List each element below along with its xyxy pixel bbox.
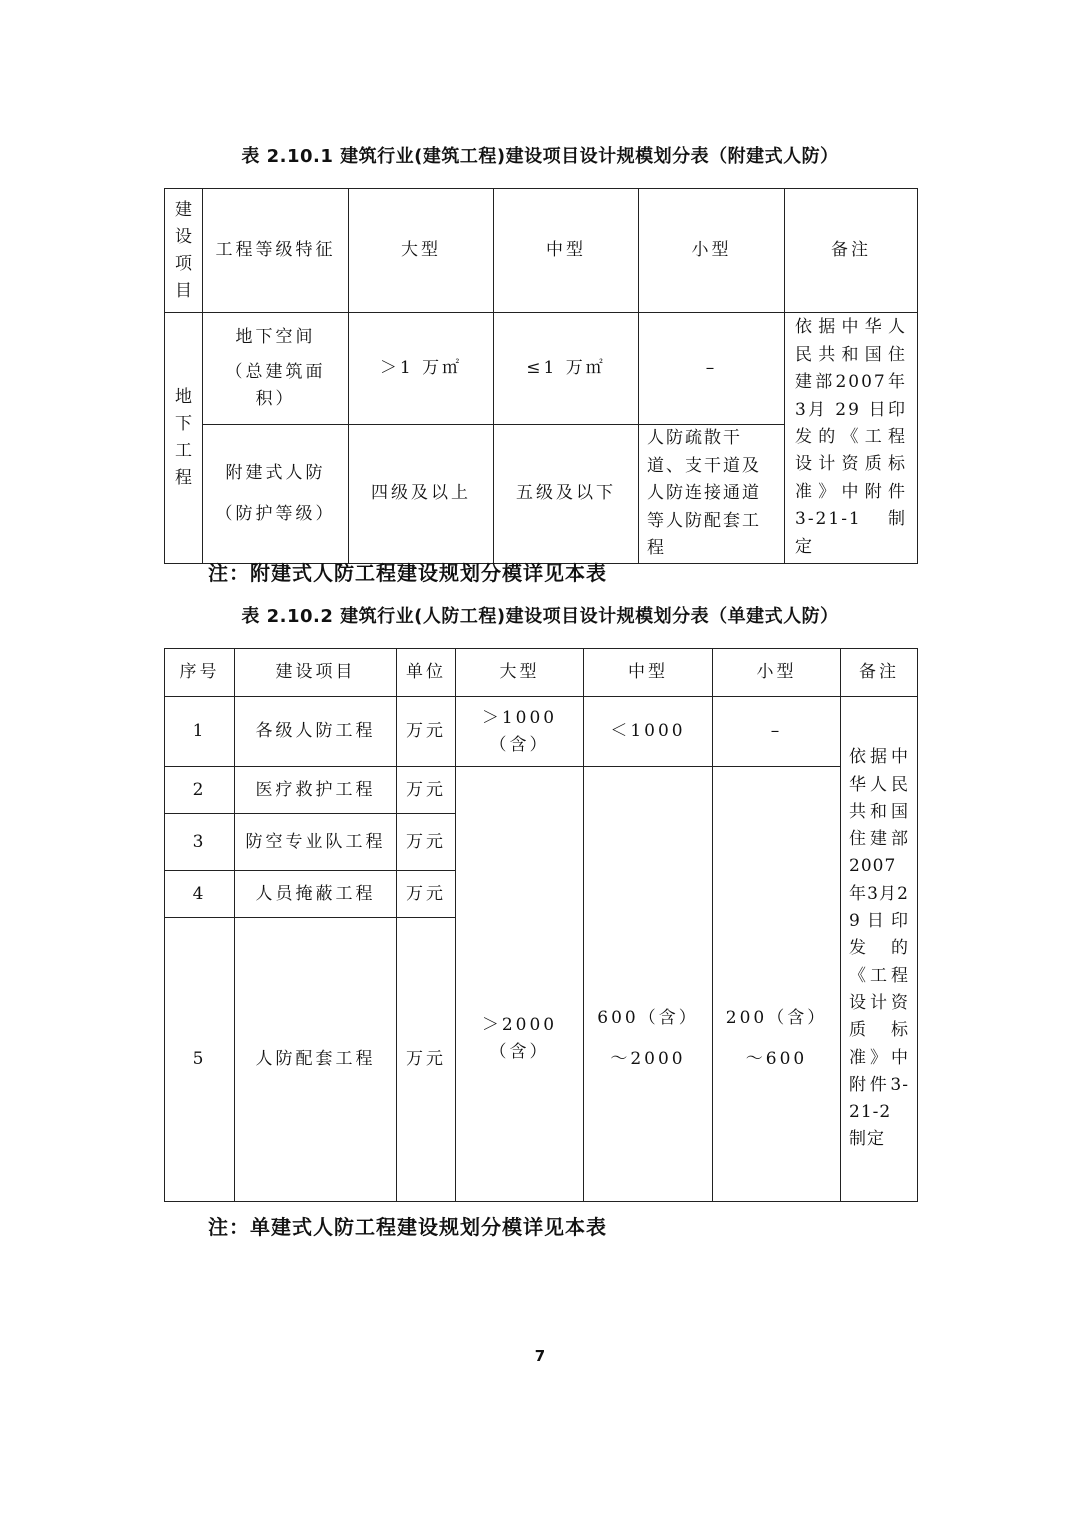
table1-medium-cell: 五级及以下 <box>494 425 639 564</box>
table2-note: 注：单建式人防工程建设规划分模详见本表 <box>208 1215 607 1239</box>
table2-project-cell: 人员掩蔽工程 <box>235 871 397 918</box>
table1-group-label: 地下工程 <box>165 313 203 564</box>
table1-large-cell: ＞1 万㎡ <box>349 313 494 425</box>
table2-unit-cell: 万元 <box>397 918 456 1202</box>
table2-project-cell: 防空专业队工程 <box>235 814 397 871</box>
table1-header-feature: 工程等级特征 <box>203 189 349 313</box>
table2-medium-cell-merged: 600（含） ～2000 <box>584 767 713 1202</box>
table2-remark-cell: 依据中华人民共和国住建部2007年3月29日印发的《工程设计资质标准》中附件3-21-2制定 <box>841 697 918 1202</box>
table2-small-cell: – <box>713 697 841 767</box>
table1-note: 注：附建式人防工程建设规划分模详见本表 <box>208 561 607 585</box>
table1-header-large: 大型 <box>349 189 494 313</box>
table1-small-cell: – <box>639 313 785 425</box>
table1-feature-cell: 地下空间 （总建筑面积） <box>203 313 349 425</box>
table1-caption: 表 2.10.1 建筑行业(建筑工程)建设项目设计规模划分表（附建式人防） <box>241 146 839 167</box>
table1-header-small: 小型 <box>639 189 785 313</box>
table1-header-remark: 备注 <box>785 189 918 313</box>
table1-medium-cell: ≤1 万㎡ <box>494 313 639 425</box>
table1-large-cell: 四级及以上 <box>349 425 494 564</box>
table2-project-cell: 各级人防工程 <box>235 697 397 767</box>
table2-no-cell: 5 <box>165 918 235 1202</box>
table2-small-cell-merged: 200（含） ～600 <box>713 767 841 1202</box>
table2-unit-cell: 万元 <box>397 814 456 871</box>
table2-caption: 表 2.10.2 建筑行业(人防工程)建设项目设计规模划分表（单建式人防） <box>241 606 839 627</box>
table2-header-medium: 中型 <box>584 649 713 697</box>
table1-row <box>165 313 918 425</box>
table1 <box>164 188 918 564</box>
table2-project-cell: 人防配套工程 <box>235 918 397 1202</box>
table2-header-no: 序号 <box>165 649 235 697</box>
table2-large-cell-merged: ＞2000 （含） <box>456 767 584 1202</box>
table2-large-cell: ＞1000 （含） <box>456 697 584 767</box>
table1-header-medium: 中型 <box>494 189 639 313</box>
table2-header-row <box>165 649 918 697</box>
table2-no-cell: 1 <box>165 697 235 767</box>
table1-header-row <box>165 189 918 313</box>
table1-header-project: 建设项目 <box>165 189 203 313</box>
table2-header-remark: 备注 <box>841 649 918 697</box>
table2-header-unit: 单位 <box>397 649 456 697</box>
page-number: 7 <box>534 1347 546 1365</box>
table1-feature-cell: 附建式人防 （防护等级） <box>203 425 349 564</box>
table1-remark-cell: 依据中华人民共和国住建部2007年3月 29 日印发的《工程设计资质标准》中附件 3-21-1 制定 <box>785 313 918 564</box>
table2-no-cell: 3 <box>165 814 235 871</box>
table2-no-cell: 4 <box>165 871 235 918</box>
table2-unit-cell: 万元 <box>397 767 456 814</box>
table2-no-cell: 2 <box>165 767 235 814</box>
table2-unit-cell: 万元 <box>397 697 456 767</box>
table2-project-cell: 医疗救护工程 <box>235 767 397 814</box>
table2 <box>164 648 918 1202</box>
table2-row <box>165 767 918 814</box>
table2-row <box>165 697 918 767</box>
table2-header-small: 小型 <box>713 649 841 697</box>
table2-header-large: 大型 <box>456 649 584 697</box>
table2-unit-cell: 万元 <box>397 871 456 918</box>
table2-header-project: 建设项目 <box>235 649 397 697</box>
table1-small-cell: 人防疏散干道、支干道及人防连接通道等人防配套工程 <box>639 425 785 564</box>
table2-medium-cell: ＜1000 <box>584 697 713 767</box>
